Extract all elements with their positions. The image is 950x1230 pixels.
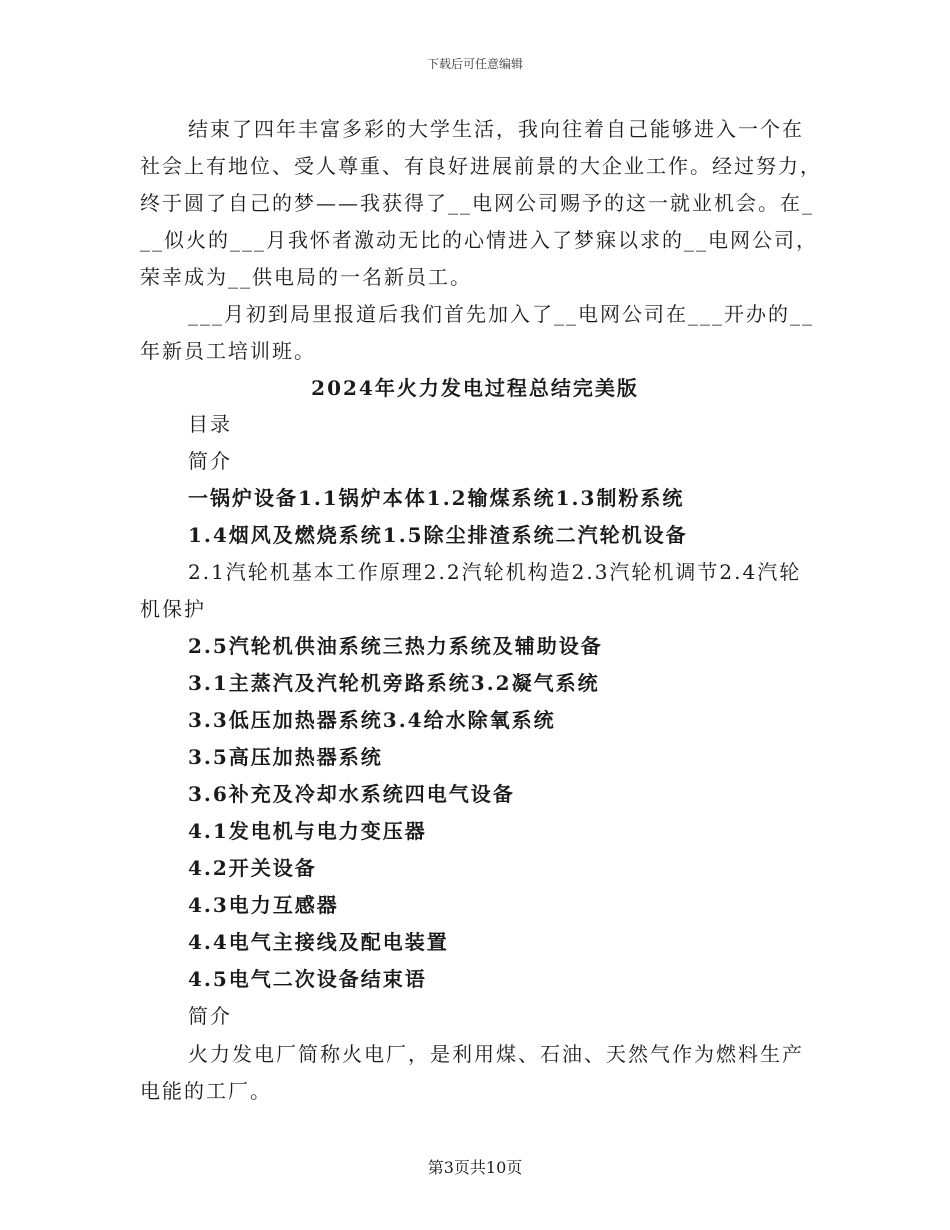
toc-item: 1.4烟风及燃烧系统1.5除尘排渣系统二汽轮机设备 xyxy=(188,523,688,547)
document-title: 2024年火力发电过程总结完美版 xyxy=(311,376,639,400)
toc-item: 2.5汽轮机供油系统三热力系统及辅助设备 xyxy=(188,634,603,658)
paragraph-line: ___月初到局里报道后我们首先加入了__电网公司在___开办的__ xyxy=(188,302,814,326)
toc-item: 3.3低压加热器系统3.4给水除氧系统 xyxy=(188,708,556,732)
toc-item: 4.3电力互感器 xyxy=(188,893,339,917)
page-footer: 第3页共10页 xyxy=(427,1158,523,1177)
toc-item: 4.2开关设备 xyxy=(188,856,317,880)
toc-item: 4.5电气二次设备结束语 xyxy=(188,967,427,991)
paragraph-line: 火力发电厂简称火电厂，是利用煤、石油、天然气作为燃料生产 xyxy=(188,1042,804,1066)
toc-item: 3.1主蒸汽及汽轮机旁路系统3.2凝气系统 xyxy=(188,671,600,695)
toc-item: 2.1汽轮机基本工作原理2.2汽轮机构造2.3汽轮机调节2.4汽轮 xyxy=(188,560,802,584)
paragraph-line: 结束了四年丰富多彩的大学生活，我向往着自己能够进入一个在 xyxy=(188,117,804,141)
paragraph-line: 荣幸成为__供电局的一名新员工。 xyxy=(140,265,472,289)
paragraph-line: 社会上有地位、受人尊重、有良好进展前景的大企业工作。经过努力， xyxy=(140,154,822,178)
toc-item: 简介 xyxy=(188,449,232,473)
toc-item: 4.4电气主接线及配电装置 xyxy=(188,930,449,954)
toc-item: 3.6补充及冷却水系统四电气设备 xyxy=(188,782,515,806)
page-header: 下载后可任意编辑 xyxy=(426,57,523,71)
toc-item: 3.5高压加热器系统 xyxy=(188,745,383,769)
paragraph-line: 电能的工厂。 xyxy=(140,1079,272,1103)
toc-item: 机保护 xyxy=(140,597,206,621)
section-heading: 简介 xyxy=(188,1004,232,1028)
paragraph-line: 终于圆了自己的梦——我获得了__电网公司赐予的这一就业机会。在_ xyxy=(140,191,814,215)
paragraph-line: 年新员工培训班。 xyxy=(140,339,316,363)
paragraph-line: __似火的___月我怀者激动无比的心情进入了梦寐以求的__电网公司， xyxy=(140,228,818,252)
toc-heading: 目录 xyxy=(188,412,232,436)
toc-item: 4.1发电机与电力变压器 xyxy=(188,819,427,843)
toc-item: 一锅炉设备1.1锅炉本体1.2输煤系统1.3制粉系统 xyxy=(188,486,685,510)
